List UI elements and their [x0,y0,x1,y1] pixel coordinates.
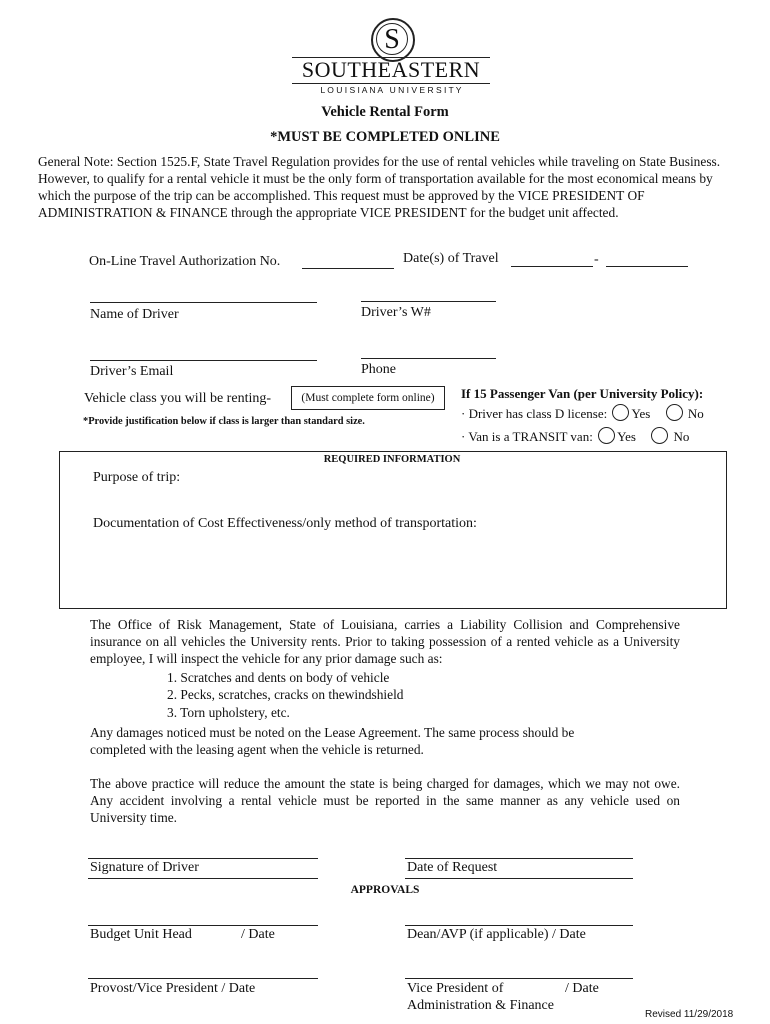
driver-signature-label: Signature of Driver [90,860,199,875]
vp-admin-label-line2: Administration & Finance [407,998,554,1013]
driver-signature-line-top [88,858,318,859]
purpose-label: Purpose of trip: [93,470,181,485]
vp-admin-date-label: / Date [565,981,599,996]
damage-item-3: 3. Torn upholstery, etc. [167,705,290,720]
van-license-label: · Driver has class D license: [461,406,608,421]
documentation-label: Documentation of Cost Effectiveness/only method of transportation: [93,516,477,531]
travel-start-date-input[interactable] [511,266,593,267]
van-transit-label: · Van is a TRANSIT van: [461,429,593,444]
vp-admin-input[interactable] [405,978,633,979]
van-license-question [461,404,704,422]
risk-paragraph: The Office of Risk Management, State of Louisiana, carries a Liability Collision and Comprehensive insurance on all vehicles the University rents. Prior to taking possession of a rented vehicle as a University employee, I will inspect the vehicle for any prior damage such as: [90,617,680,666]
driver-signature-input[interactable] [88,878,318,879]
dean-avp-label: Dean/AVP (if applicable) / Date [407,927,586,942]
damage-item-1: 1. Scratches and dents on body of vehicle [167,670,390,685]
vp-admin-label: Vice President of [407,981,504,996]
phone-label: Phone [361,362,396,377]
vehicle-class-placeholder: (Must complete form online) [301,392,435,404]
driver-name-label: Name of Driver [90,307,179,322]
date-of-request-label: Date of Request [407,860,498,875]
date-of-request-input[interactable] [405,878,633,879]
travel-end-date-input[interactable] [606,266,688,267]
driver-w-input[interactable] [361,301,496,302]
general-note: General Note: Section 1525.F, State Travel Regulation provides for the use of rental vehicles while traveling on State Business. However, to qualify for a rental vehicle it must be the only form of transportation available for the most economical means by which the purpose of the trip can be accomplished. This request must be approved by the VICE PRESIDENT OF ADMINISTRATION & FINANCE through the appropriate VICE PRESIDENT for the budget unit affected. [38,154,721,220]
phone-input[interactable] [361,358,496,359]
driver-email-input[interactable] [90,360,317,361]
driver-email-label: Driver’s Email [90,364,174,379]
university-seal-logo [371,18,415,62]
van-title: If 15 Passenger Van (per University Policy): [461,386,704,401]
damage-item-2: 2. Pecks, scratches, cracks on thewindshield [167,687,404,702]
seal-letter: S [376,23,408,55]
transit-no-label: No [673,429,690,444]
justification-note: *Provide justification below if class is larger than standard size. [83,416,365,427]
license-yes-label: Yes [631,406,651,421]
form-subtitle: *MUST BE COMPLETED ONLINE [270,129,500,145]
authorization-input[interactable] [302,268,394,269]
approvals-heading: APPROVALS [350,884,420,896]
budget-unit-head-date-label: / Date [241,927,275,942]
revised-date: Revised 11/29/2018 [645,1009,734,1020]
license-yes-radio[interactable] [612,404,629,421]
practice-paragraph: The above practice will reduce the amount the state is being charged for damages, which we may not owe. Any accident involving a rental vehicle must be reported in the same manner as any vehicle used on University time. [90,776,680,825]
dean-avp-input[interactable] [405,925,633,926]
authorization-label: On-Line Travel Authorization No. [89,254,281,269]
logo-wordmark: SOUTHEASTERN [301,57,481,82]
transit-yes-label: Yes [617,429,636,444]
budget-unit-head-label: Budget Unit Head [90,927,192,942]
provost-label: Provost/Vice President / Date [90,981,256,996]
license-no-label: No [687,406,704,421]
dates-dash: - [594,252,599,267]
dates-label: Date(s) of Travel [403,251,499,266]
vehicle-class-label: Vehicle class you will be renting- [84,391,272,406]
driver-name-input[interactable] [90,302,317,303]
logo-subtitle: L O U I S I A N A U N I V E R S I T Y [320,85,462,95]
form-title: Vehicle Rental Form [321,104,449,120]
required-information-heading: REQUIRED INFORMATION [323,454,461,465]
date-of-request-line-top [405,858,633,859]
budget-unit-head-input[interactable] [88,925,318,926]
transit-no-radio[interactable] [651,427,668,444]
vehicle-class-input[interactable] [291,386,445,410]
logo-rule-bottom [292,83,490,84]
provost-input[interactable] [88,978,318,979]
driver-w-label: Driver’s W# [361,305,431,320]
van-transit-question [461,427,689,445]
license-no-radio[interactable] [666,404,683,421]
damages-paragraph: Any damages noticed must be noted on the Lease Agreement. The same process should be completed with the leasing agent when the vehicle is returned. [90,725,575,757]
transit-yes-radio[interactable] [598,427,615,444]
